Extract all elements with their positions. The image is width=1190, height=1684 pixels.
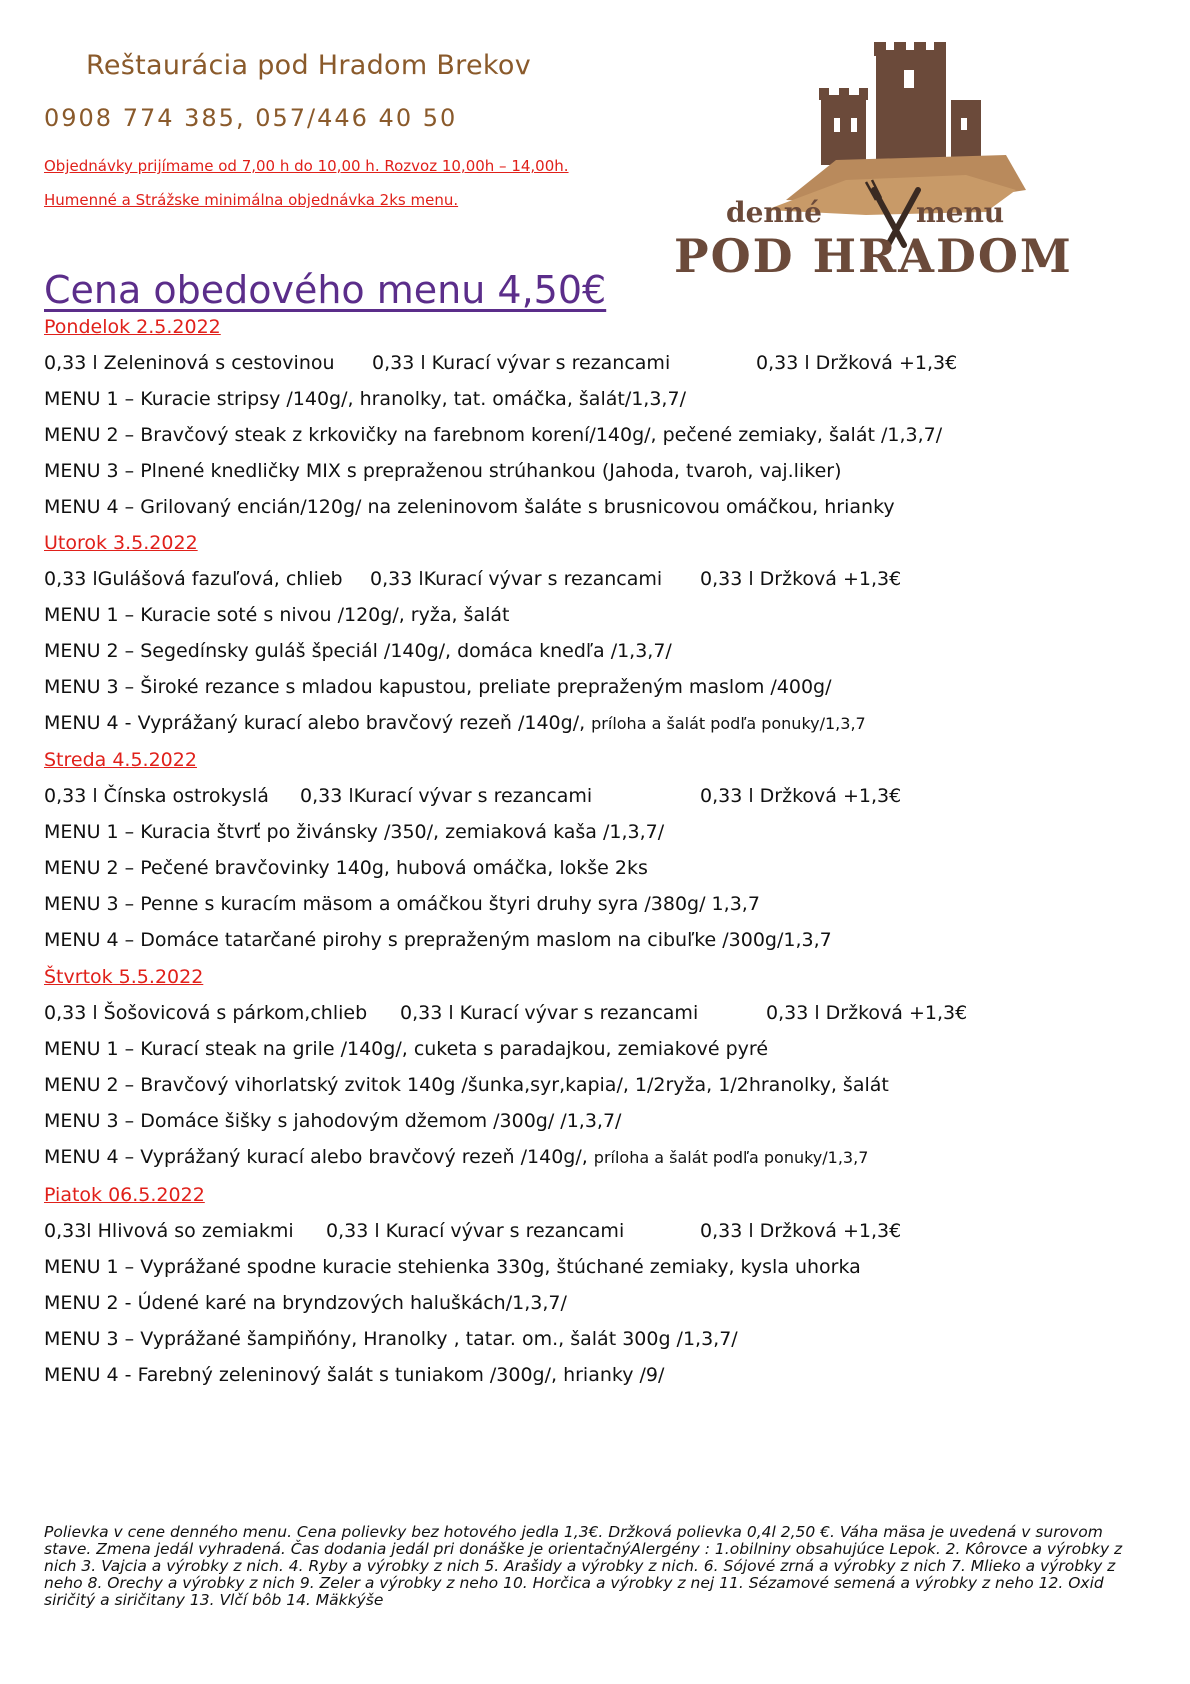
menu-item	[44, 604, 509, 626]
menu-item	[44, 1364, 664, 1386]
logo-menu: menu	[916, 196, 1005, 229]
menu-item	[44, 1256, 861, 1278]
soup-item: 0,33 lGulášová fazuľová, chlieb	[44, 568, 343, 590]
day-heading: Štvrtok 5.5.2022	[44, 966, 204, 988]
logo-denne: denné	[726, 196, 822, 229]
soup-item: 0,33 l Držková +1,3€	[700, 1220, 902, 1242]
day-heading: Streda 4.5.2022	[44, 749, 197, 771]
menu-item	[44, 424, 942, 446]
menu-item-text: MENU 2 – Segedínsky guláš špeciál /140g/, domáca knedľa /1,3,7/	[44, 640, 672, 662]
soup-item: 0,33l Hlivová so zemiakmi	[44, 1220, 294, 1242]
menu-item-text: MENU 1 – Kuracia štvrť po živánsky /350/, zemiaková kaša /1,3,7/	[44, 821, 665, 843]
menu-item-text: MENU 4 - Farebný zeleninový šalát s tuniakom /300g/, hrianky /9/	[44, 1364, 665, 1386]
logo	[674, 40, 1146, 290]
menu-item-text: MENU 3 – Vyprážané šampiňóny, Hranolky , tatar. om., šalát 300g /1,3,7/	[44, 1328, 738, 1350]
menu-item-text: MENU 2 – Bravčový steak z krkovičky na farebnom korení/140g/, pečené zemiaky, šalát /1,3,7/	[44, 424, 943, 446]
menu-item-text: MENU 1 – Kurací steak na grile /140g/, cuketa s paradajkou, zemiakové pyré	[44, 1038, 769, 1060]
minimum-order-notice: Humenné a Strážske minimálna objednávka 2ks menu.	[44, 191, 459, 209]
soup-item: 0,33 l Šošovicová s párkom,chlieb	[44, 1002, 368, 1024]
menu-item	[44, 1110, 621, 1132]
menu-item	[44, 1328, 738, 1350]
menu-item	[44, 1292, 567, 1314]
menu-price-title: Cena obedového menu 4,50€	[44, 268, 607, 312]
menu-item	[44, 1146, 868, 1168]
menu-item-text: MENU 4 – Grilovaný encián/120g/ na zeleninovom šaláte s brusnicovou omáčkou, hrianky	[44, 496, 895, 518]
menu-item-text: MENU 2 – Bravčový vihorlatský zvitok 140g /šunka,syr,kapia/, 1/2ryža, 1/2hranolky, šalát	[44, 1074, 889, 1096]
menu-item	[44, 712, 866, 734]
soup-item: 0,33 l Kurací vývar s rezancami	[400, 1002, 699, 1024]
menu-item-side-note: príloha a šalát podľa ponuky/1,3,7	[591, 714, 866, 733]
menu-item	[44, 1074, 889, 1096]
menu-item-text: MENU 2 - Údené karé na bryndzových haluškách/1,3,7/	[44, 1292, 567, 1314]
menu-item	[44, 821, 664, 843]
menu-item	[44, 857, 648, 879]
menu-item-text: MENU 1 – Vyprážané spodne kuracie stehienka 330g, štúchané zemiaky, kysla uhorka	[44, 1256, 861, 1278]
footer-notes: Polievka v cene denného menu. Cena polievky bez hotového jedla 1,3€. Držková polievka 0,4l 2,50 €. Váha mäsa je uvedená v surovom stave. Zmena jedál vyhradená. Čas dodania jedál pri donáške je orientačnýAlergény : 1.obilniny obsahujúce Lepok. 2. Kôrovce a výrobky z nich 3. Vajcia a výrobky z nich. 4. Ryby a výrobky z nich 5. Arašidy a výrobky z nich. 6. Sójové zrná a výrobky z nich 7. Mlieko a výrobky z neho 8. Orechy a výrobky z nich 9. Zeler a výrobky z neho 10. Horčica a výrobky z nej 11. Sézamové semená a výrobky z neho 12. Oxid siričitý a siričitany 13. Vlčí bôb 14. Mäkkýše	[44, 1523, 1123, 1609]
day-heading: Piatok 06.5.2022	[44, 1184, 205, 1206]
day-heading: Pondelok 2.5.2022	[44, 316, 221, 338]
menu-item-text: MENU 4 - Vyprážaný kurací alebo bravčový rezeň /140g/,	[44, 712, 586, 734]
menu-item	[44, 676, 832, 698]
menu-item	[44, 496, 895, 518]
menu-item	[44, 460, 841, 482]
soup-item: 0,33 l Držková +1,3€	[700, 568, 902, 590]
soup-item: 0,33 l Kurací vývar s rezancami	[372, 352, 671, 374]
soup-item: 0,33 l Držková +1,3€	[766, 1002, 968, 1024]
order-hours-notice: Objednávky prijímame od 7,00 h do 10,00 h. Rozvoz 10,00h – 14,00h.	[44, 157, 569, 175]
menu-item-text: MENU 1 – Kuracie soté s nivou /120g/, ryža, šalát	[44, 604, 510, 626]
castle-with-fork-knife-icon	[674, 40, 1146, 290]
menu-item-text: MENU 2 – Pečené bravčovinky 140g, hubová omáčka, lokše 2ks	[44, 857, 648, 879]
soup-item: 0,33 l Čínska ostrokyslá	[44, 785, 269, 807]
phone-numbers: 0908 774 385, 057/446 40 50	[44, 104, 458, 132]
soup-item: 0,33 l Držková +1,3€	[700, 785, 902, 807]
menu-item	[44, 893, 760, 915]
menu-item-text: MENU 4 – Domáce tatarčané pirohy s prepraženým maslom na cibuľke /300g/1,3,7	[44, 929, 832, 951]
menu-item-text: MENU 3 – Široké rezance s mladou kapustou, preliate prepraženým maslom /400g/	[44, 676, 832, 698]
menu-item	[44, 929, 832, 951]
menu-item-text: MENU 1 – Kuracie stripsy /140g/, hranolky, tat. omáčka, šalát/1,3,7/	[44, 388, 686, 410]
soup-item: 0,33 l Kurací vývar s rezancami	[326, 1220, 625, 1242]
restaurant-name: Reštaurácia pod Hradom Brekov	[86, 50, 531, 81]
menu-item-text: MENU 3 – Penne s kuracím mäsom a omáčkou štyri druhy syra /380g/ 1,3,7	[44, 893, 760, 915]
menu-item-side-note: príloha a šalát podľa ponuky/1,3,7	[593, 1148, 869, 1167]
logo-pod-hradom: POD HRADOM	[674, 229, 1073, 283]
menu-item-text: MENU 3 – Plnené knedličky MIX s prepraženou strúhankou (Jahoda, tvaroh, vaj.liker)	[44, 460, 842, 482]
soup-item: 0,33 l Držková +1,3€	[756, 352, 958, 374]
menu-item-text: MENU 4 – Vyprážaný kurací alebo bravčový rezeň /140g/,	[44, 1146, 588, 1168]
soup-item: 0,33 l Zeleninová s cestovinou	[44, 352, 335, 374]
menu-item-text: MENU 3 – Domáce šišky s jahodovým džemom /300g/ /1,3,7/	[44, 1110, 622, 1132]
soup-item: 0,33 lKurací vývar s rezancami	[370, 568, 663, 590]
menu-item	[44, 640, 672, 662]
menu-item	[44, 1038, 768, 1060]
soup-item: 0,33 lKurací vývar s rezancami	[300, 785, 593, 807]
menu-item	[44, 388, 686, 410]
day-heading: Utorok 3.5.2022	[44, 532, 198, 554]
